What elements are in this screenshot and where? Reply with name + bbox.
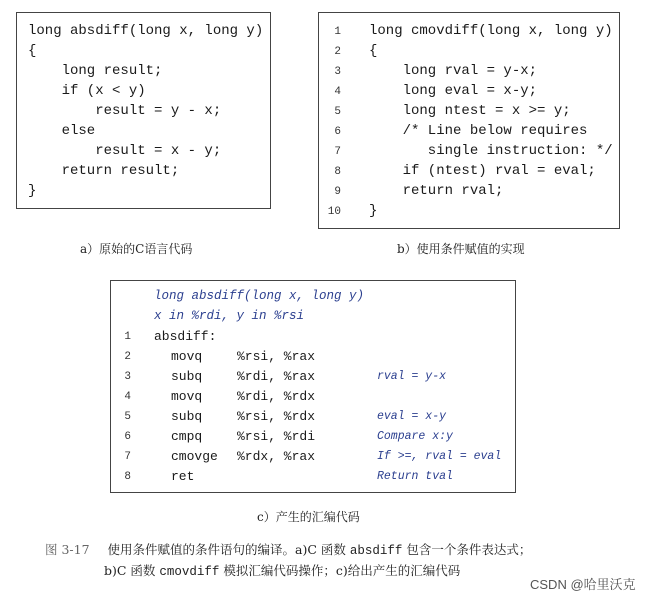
- panel-c-asm-op: movq: [171, 389, 203, 404]
- panel-b-line-number: 6: [334, 126, 341, 138]
- panel-c-asm-comment: If >=, rval = eval: [377, 450, 502, 463]
- panel-b-code-line: long cmovdiff(long x, long y): [369, 23, 613, 39]
- panel-c-asm-args: %rdi, %rdx: [237, 389, 316, 404]
- panel-c-asm-op: cmovge: [171, 449, 218, 464]
- panel-b-code-line: {: [369, 43, 378, 59]
- figure-caption-code-2: cmovdiff: [159, 565, 220, 579]
- panel-c-asm-op: movq: [171, 349, 203, 364]
- panel-c-caption: c）产生的汇编代码: [257, 510, 360, 524]
- panel-b-code-line: long rval = y-x;: [369, 63, 538, 79]
- panel-c-asm-args: %rsi, %rax: [237, 349, 316, 364]
- figure-caption-text-1b: 包含一个条件表达式；: [406, 542, 532, 557]
- panel-c-line-number: 2: [124, 351, 131, 363]
- panel-c-line-number: 1: [124, 331, 131, 343]
- panel-c-asm-comment: Return tval: [377, 470, 453, 483]
- panel-a-caption: a）原始的C语言代码: [80, 242, 193, 256]
- panel-b-code-box: [318, 12, 620, 229]
- panel-a-code-line: result = x - y;: [28, 143, 222, 159]
- figure-caption-text-2b: 模拟汇编代码操作；c)给出产生的汇编代码: [223, 563, 461, 578]
- panel-a-code-box: [16, 12, 271, 209]
- panel-b-code-line: if (ntest) rval = eval;: [369, 163, 596, 179]
- panel-b-code-line: }: [369, 203, 378, 219]
- panel-b-code-line: long eval = x-y;: [369, 83, 538, 99]
- panel-b-code-line: /* Line below requires: [369, 123, 588, 139]
- panel-a-code-line: result = y - x;: [28, 103, 222, 119]
- panel-c-line-number: 6: [124, 431, 131, 443]
- panel-c-header-signature: long absdiff(long x, long y): [154, 289, 365, 303]
- panel-b-line-number: 3: [334, 66, 341, 78]
- panel-b-line-number: 7: [334, 146, 341, 158]
- panel-c-asm-comment: Compare x:y: [377, 430, 453, 443]
- panel-c-asm-op: subq: [171, 369, 203, 384]
- panel-b-line-number: 10: [327, 206, 341, 218]
- figure-number: 图 3-17: [45, 542, 90, 557]
- panel-c-asm-args: %rdi, %rax: [237, 369, 316, 384]
- figure-caption-text-1a: 使用条件赋值的条件语句的编译。a)C 函数: [107, 542, 346, 557]
- panel-a-code-line: if (x < y): [28, 83, 146, 99]
- panel-c-asm-op: cmpq: [171, 429, 203, 444]
- panel-b-line-number: 8: [334, 166, 341, 178]
- figure-caption-code-1: absdiff: [349, 544, 403, 558]
- figure-caption-text-2a: b)C 函数: [104, 563, 156, 578]
- panel-c-asm-comment: rval = y-x: [377, 370, 447, 383]
- panel-c-asm-op: subq: [171, 409, 203, 424]
- panel-a-code-line: {: [28, 43, 37, 59]
- panel-c-line-number: 8: [124, 471, 131, 483]
- panel-c-asm-args: %rsi, %rdx: [237, 409, 316, 424]
- panel-c-asm-comment: eval = x-y: [377, 410, 447, 423]
- panel-c-line-number: 5: [124, 411, 131, 423]
- panel-a-code-line: }: [28, 183, 37, 199]
- panel-a-code-line: else: [28, 123, 96, 139]
- panel-c-code-box: [110, 280, 516, 493]
- panel-b-line-number: 2: [334, 46, 341, 58]
- panel-b-line-number: 1: [334, 26, 341, 38]
- panel-c-line-number: 7: [124, 451, 131, 463]
- panel-b-caption: b）使用条件赋值的实现: [397, 242, 525, 256]
- figure-caption-line-2: [104, 561, 460, 579]
- panel-c-header-registers: x in %rdi, y in %rsi: [154, 309, 305, 323]
- figure-caption-line-1: [45, 540, 531, 558]
- panel-c-asm-args: %rsi, %rdi: [237, 429, 316, 444]
- panel-a-code-line: return result;: [28, 163, 180, 179]
- panel-b-code-line: long ntest = x >= y;: [369, 103, 571, 119]
- panel-b-line-number: 9: [334, 186, 341, 198]
- panel-b-code-line: return rval;: [369, 183, 504, 199]
- panel-c-line-number: 3: [124, 371, 131, 383]
- panel-a-code-line: long result;: [28, 63, 163, 79]
- panel-c-asm-op: ret: [171, 469, 195, 484]
- panel-a-code-line: long absdiff(long x, long y): [28, 23, 264, 39]
- panel-c-line-number: 4: [124, 391, 131, 403]
- csdn-watermark: CSDN @哈里沃克: [530, 577, 636, 592]
- panel-b-line-number: 4: [334, 86, 341, 98]
- panel-b-code-line: single instruction: */: [369, 143, 613, 159]
- panel-c-asm-args: %rdx, %rax: [237, 449, 316, 464]
- panel-b-line-number: 5: [334, 106, 341, 118]
- panel-c-asm-label: absdiff:: [154, 329, 217, 344]
